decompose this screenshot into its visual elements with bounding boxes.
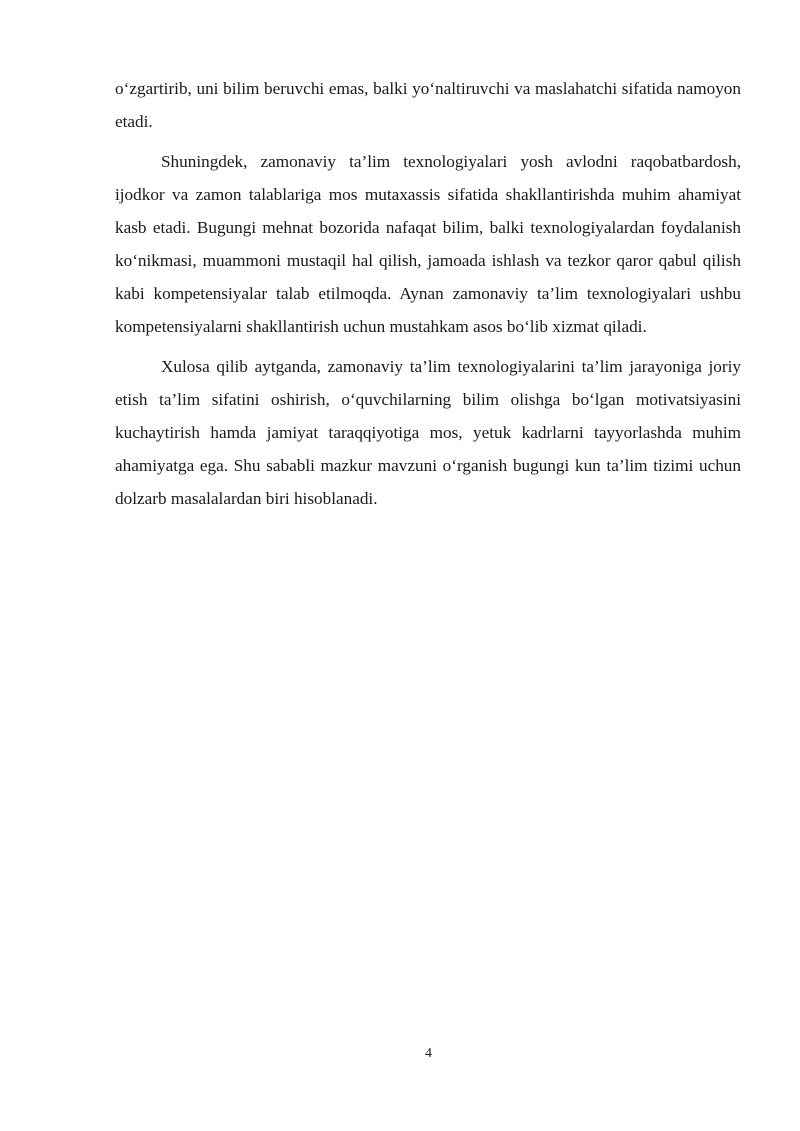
document-body <box>115 72 741 522</box>
paragraph-continuation: o‘zgartirib, uni bilim beruvchi emas, balki yo‘naltiruvchi va maslahatchi sifatida namoyon etadi. <box>115 79 741 131</box>
paragraph-conclusion: Xulosa qilib aytganda, zamonaviy ta’lim texnologiyalarini ta’lim jarayoniga joriy etish ta’lim sifatini oshirish, o‘quvchilarning bilim olishga bo‘lgan motivatsiyasini kuchaytirish hamda jamiyat taraqqiyotiga mos, yetuk kadrlarni tayyorlashda muhim ahamiyatga ega. Shu sababli mazkur mavzuni o‘rganish bugungi kun ta’lim tizimi uchun dolzarb masalalardan biri hisoblanadi. <box>115 357 741 508</box>
page-number: 4 <box>425 1046 432 1061</box>
paragraph-competencies: Shuningdek, zamonaviy ta’lim texnologiyalari yosh avlodni raqobatbardosh, ijodkor va zamon talablariga mos mutaxassis sifatida shakllantirishda muhim ahamiyat kasb etadi. Bugungi mehnat bozorida nafaqat bilim, balki texnologiyalardan foydalanish ko‘nikmasi, muammoni mustaqil hal qilish, jamoada ishlash va tezkor qaror qabul qilish kabi kompetensiyalar talab etilmoqda. Aynan zamonaviy ta’lim texnologiyalari ushbu kompetensiyalarni shakllantirish uchun mustahkam asos bo‘lib xizmat qiladi. <box>115 152 741 336</box>
